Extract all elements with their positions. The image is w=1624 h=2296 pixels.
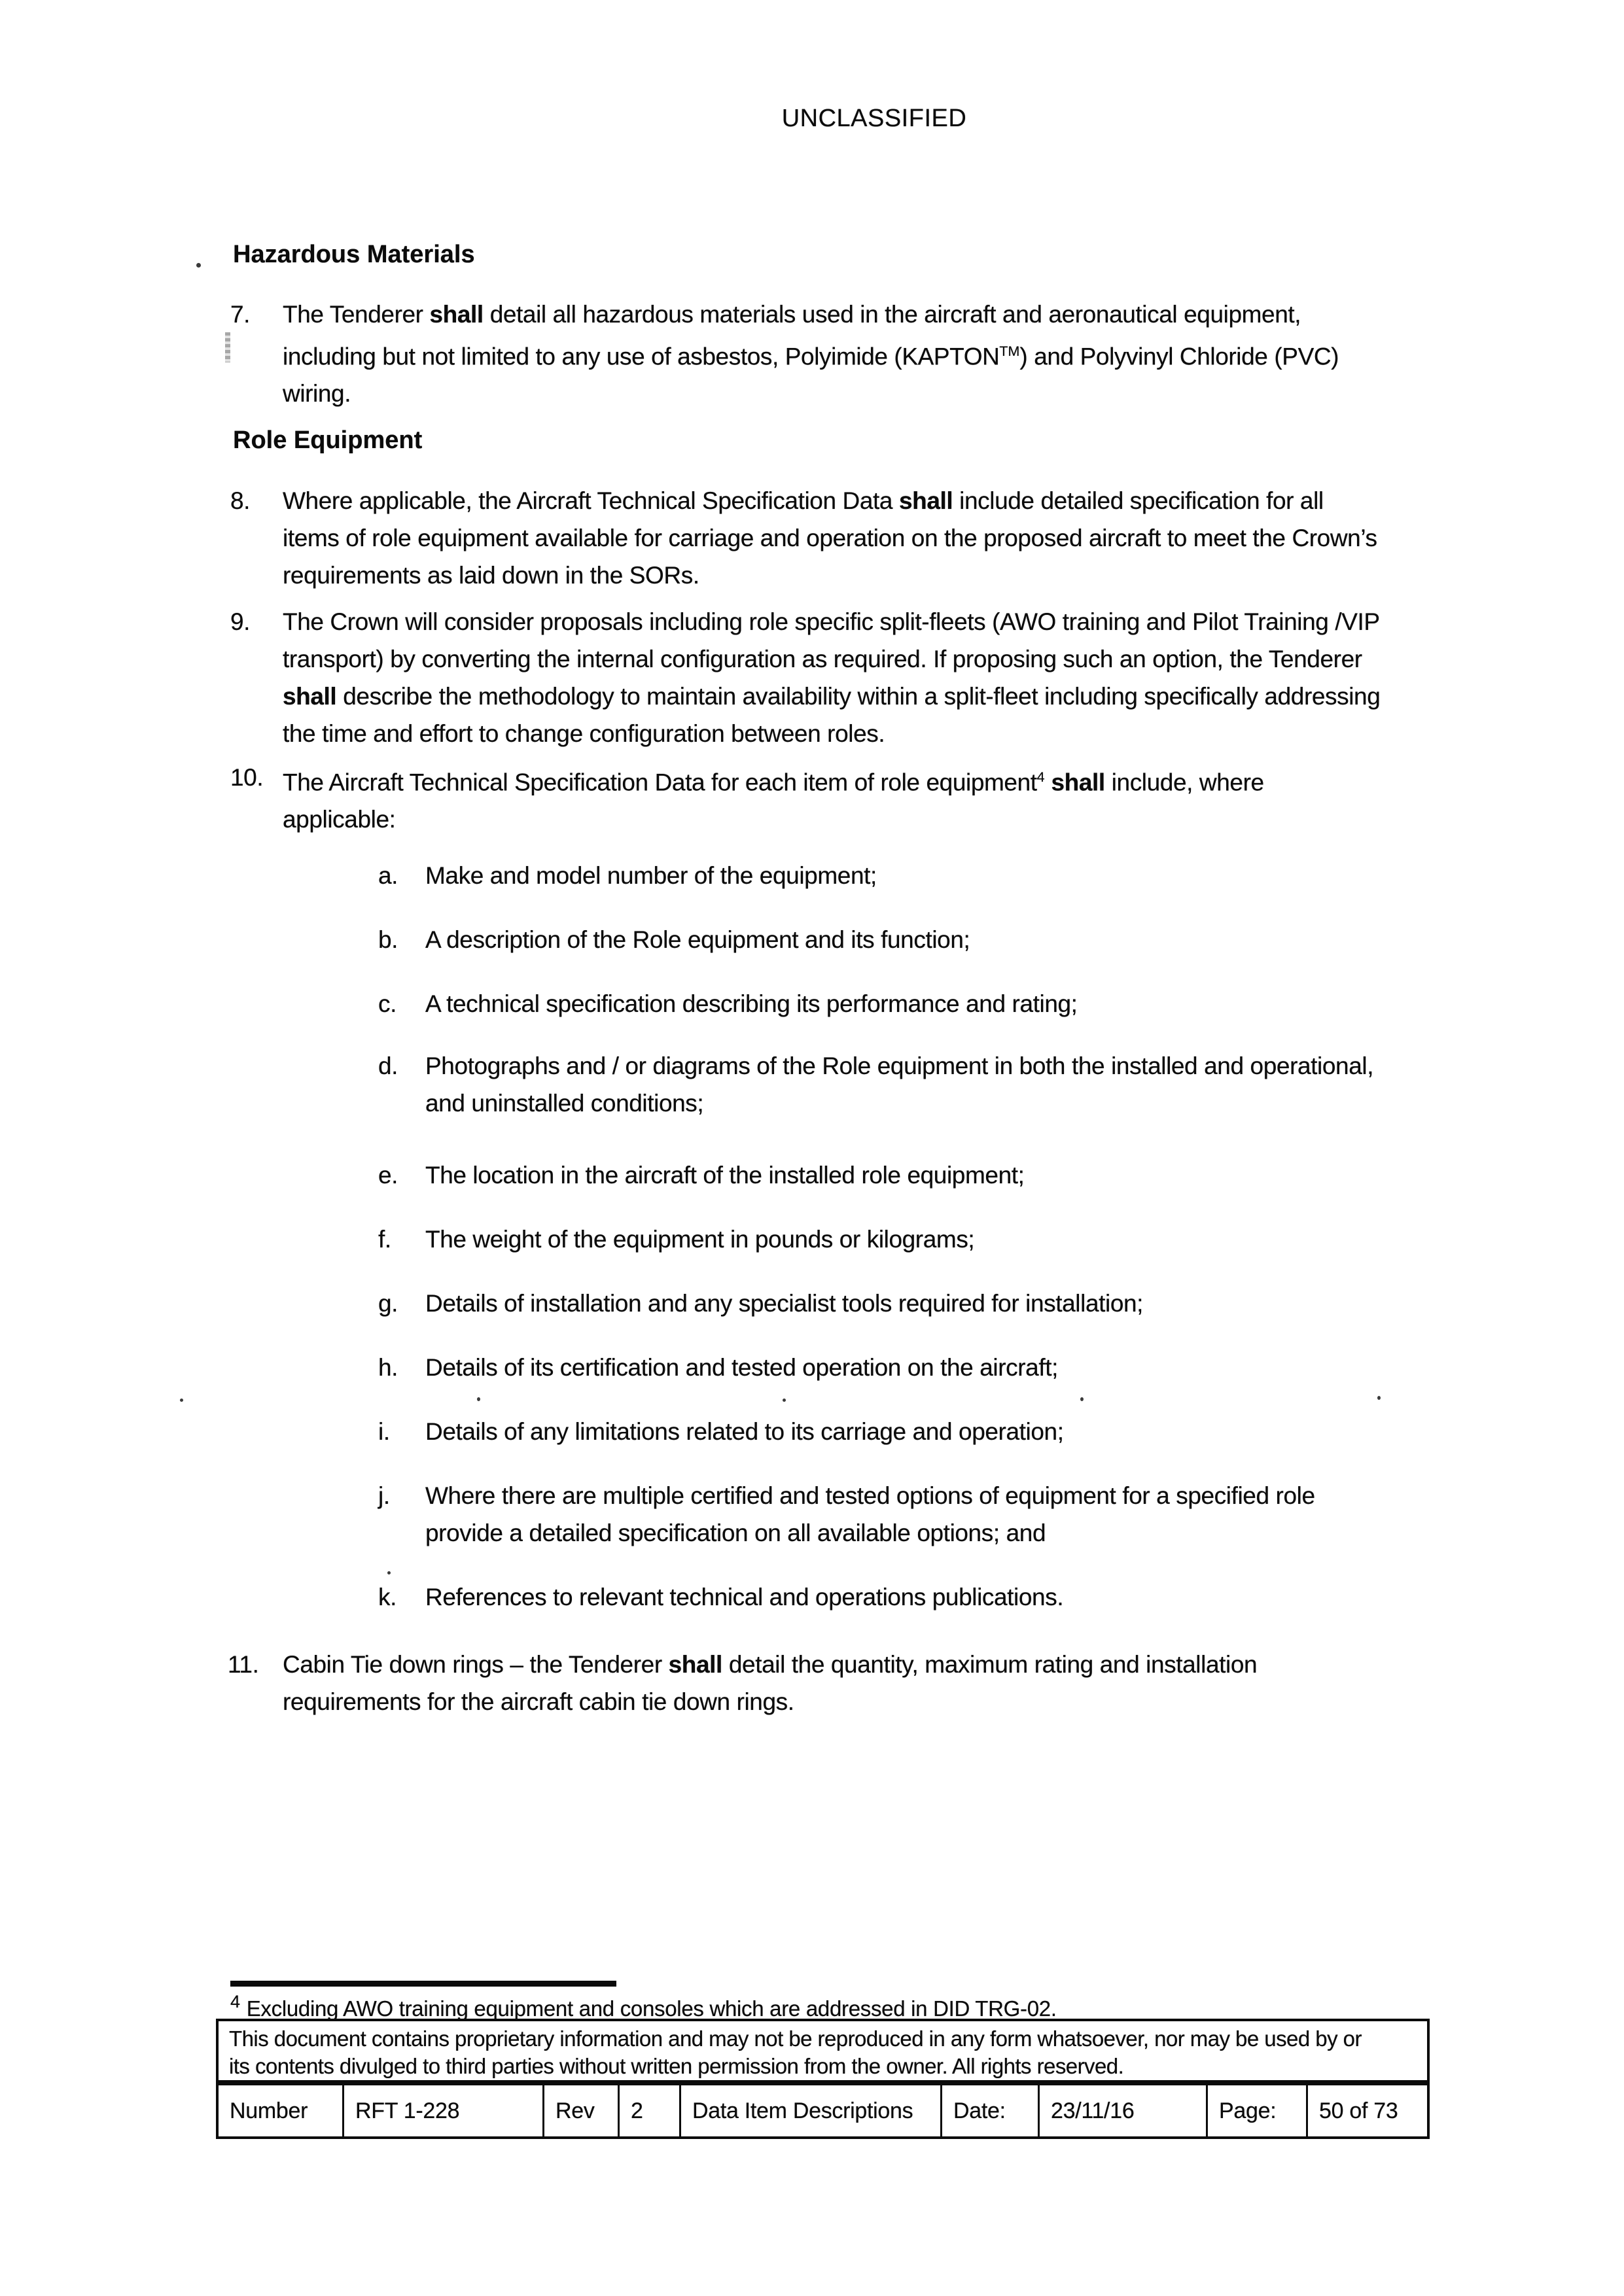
item-number: 9. xyxy=(230,608,251,635)
sub-list-item-f xyxy=(378,1221,974,1258)
scan-artifact-dot xyxy=(783,1399,786,1402)
footer-cell-page-value: 50 of 73 xyxy=(1319,2098,1398,2123)
item-text: Details of any limitations related to its carriage and operation; xyxy=(425,1418,1064,1445)
item-text: Cabin Tie down rings – the Tenderer shall detail the quantity, maximum rating and installation requirements for the aircraft cabin tie down rings. xyxy=(283,1651,1258,1715)
list-item-11 xyxy=(228,1646,1257,1720)
footer-cell-page-label: Page: xyxy=(1208,2085,1308,2136)
section-heading-role-equipment: Role Equipment xyxy=(233,426,423,454)
scan-artifact-dot xyxy=(180,1399,183,1402)
item-number: 11. xyxy=(228,1651,259,1678)
item-letter: g. xyxy=(378,1290,398,1317)
item-number: 8. xyxy=(230,487,251,514)
scan-artifact-dot xyxy=(1377,1396,1381,1400)
footer-cell-rev-label: Rev xyxy=(544,2085,620,2136)
item-letter: j. xyxy=(378,1482,390,1509)
item-text: Make and model number of the equipment; xyxy=(425,862,877,889)
item-text: Where applicable, the Aircraft Technical Specification Data shall include detailed specification for all items of role equipment available for carriage and operation on the proposed aircraft to meet the Crown’s requirements as laid down in the SORs. xyxy=(283,487,1377,589)
list-item-9 xyxy=(230,603,1380,752)
list-item-8 xyxy=(230,482,1377,594)
item-letter: a. xyxy=(378,862,398,889)
item-letter: e. xyxy=(378,1162,398,1189)
footer-table xyxy=(216,2083,1430,2139)
item-number: 7. xyxy=(230,301,251,328)
sub-list-item-d xyxy=(378,1047,1373,1122)
item-text: The location in the aircraft of the installed role equipment; xyxy=(425,1162,1025,1189)
sub-list-item-b xyxy=(378,921,970,958)
item-text: The Crown will consider proposals including role specific split-fleets (AWO training and Pilot Training /VIP transport) by converting the internal configuration as required. If proposing such an option, the Tenderer shall describe the methodology to maintain availability within a split-fleet including specifically addressing the time and effort to change configuration between roles. xyxy=(283,608,1381,747)
item-text: Details of installation and any specialist tools required for installation; xyxy=(425,1290,1144,1317)
item-number: 10. xyxy=(230,764,264,791)
item-letter: f. xyxy=(378,1226,391,1253)
footnote xyxy=(230,1992,1057,2021)
footnote-separator-rule xyxy=(230,1981,616,1987)
sub-list-item-a xyxy=(378,857,877,894)
item-text: The weight of the equipment in pounds or kilograms; xyxy=(425,1226,975,1253)
sub-list-item-h xyxy=(378,1349,1058,1386)
item-text: Photographs and / or diagrams of the Role equipment in both the installed and operational, and uninstalled conditions; xyxy=(425,1052,1374,1117)
sub-list-item-g xyxy=(378,1285,1143,1322)
list-item-10 xyxy=(230,759,1264,838)
sub-list-item-c xyxy=(378,985,1078,1022)
scan-artifact-dot xyxy=(1080,1397,1084,1401)
footer-cell-date-label: Date: xyxy=(942,2085,1040,2136)
item-letter: k. xyxy=(378,1584,397,1610)
item-letter: h. xyxy=(378,1354,398,1381)
list-item-7 xyxy=(230,296,1339,412)
item-letter: b. xyxy=(378,926,398,953)
proprietary-notice xyxy=(216,2019,1430,2083)
sub-list-item-i xyxy=(378,1413,1064,1450)
sub-list-item-k xyxy=(378,1578,1063,1616)
footer-cell-rev-value: 2 xyxy=(620,2085,681,2136)
item-letter: i. xyxy=(378,1418,390,1445)
section-heading-hazardous-materials: Hazardous Materials xyxy=(233,241,475,268)
footer-cell-number-value: RFT 1-228 xyxy=(344,2085,544,2136)
scan-artifact-dot xyxy=(196,263,201,268)
item-text: References to relevant technical and operations publications. xyxy=(425,1584,1064,1610)
footer-cell-number-label: Number xyxy=(219,2085,344,2136)
notice-line-2: its contents divulged to third parties without written permission from the owner. All rights reserved. xyxy=(229,2054,1124,2078)
sub-list-item-e xyxy=(378,1157,1025,1194)
item-text: A description of the Role equipment and its function; xyxy=(425,926,970,953)
scan-artifact-dot xyxy=(477,1397,480,1401)
footer-cell-date-value: 23/11/16 xyxy=(1040,2085,1208,2136)
footnote-marker: 4 xyxy=(230,1992,240,2011)
footer-cell-title: Data Item Descriptions xyxy=(681,2085,942,2136)
item-text: Where there are multiple certified and tested options of equipment for a specified role provide a detailed specification on all available options; and xyxy=(425,1482,1315,1546)
footnote-text: Excluding AWO training equipment and consoles which are addressed in DID TRG-02. xyxy=(246,1996,1057,2021)
item-letter: c. xyxy=(378,990,397,1017)
sub-list-item-j xyxy=(378,1477,1315,1552)
notice-line-1: This document contains proprietary information and may not be reproduced in any form whatsoever, nor may be used by or xyxy=(229,2026,1362,2051)
item-text: The Tenderer shall detail all hazardous materials used in the aircraft and aeronautical equipment, including but not limited to any use of asbestos, Polyimide (KAPTON™) and Polyvinyl Chloride (PVC) wiring. xyxy=(283,301,1339,408)
item-text: A technical specification describing its performance and rating; xyxy=(425,990,1078,1017)
classification-header: UNCLASSIFIED xyxy=(781,105,967,132)
scan-artifact-mark xyxy=(225,332,230,362)
item-letter: d. xyxy=(378,1052,398,1079)
item-text: Details of its certification and tested operation on the aircraft; xyxy=(425,1354,1058,1381)
item-text: The Aircraft Technical Specification Data for each item of role equipment$^4$ shall include, where applicable: xyxy=(283,769,1264,833)
scan-artifact-dot xyxy=(387,1571,391,1574)
